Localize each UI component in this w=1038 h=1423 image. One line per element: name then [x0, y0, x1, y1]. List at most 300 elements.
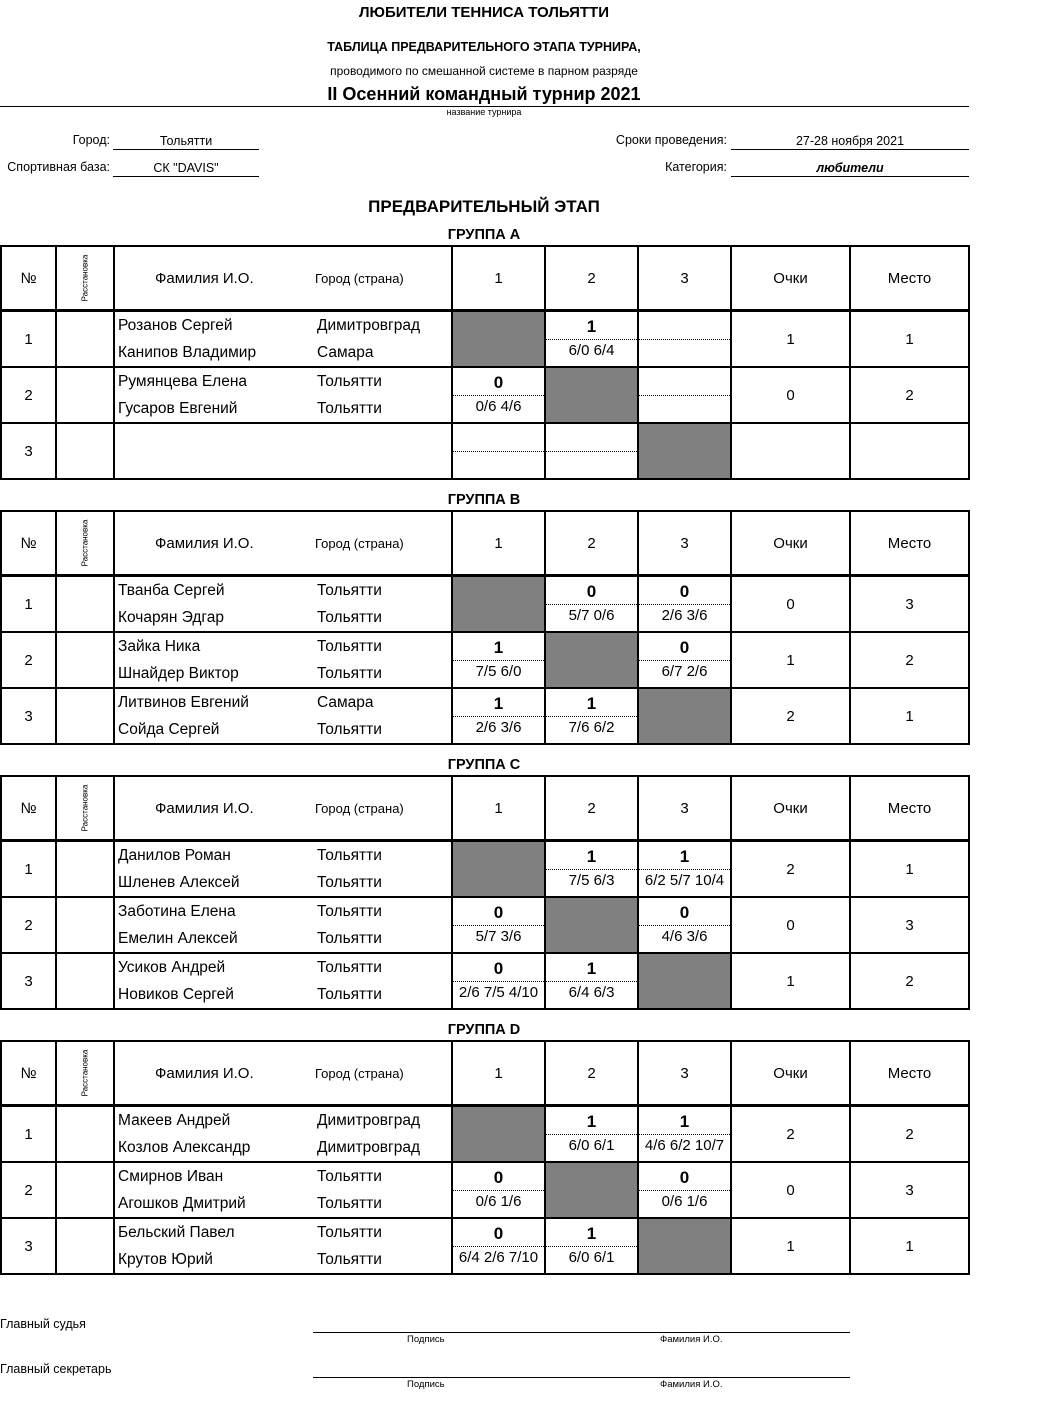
match-points: 0 [639, 1164, 730, 1191]
player-1 [115, 312, 451, 339]
place-cell: 2 [850, 367, 969, 423]
col-city-label: Город (страна) [315, 535, 404, 551]
match-points: 0 [639, 578, 730, 605]
place-cell: 1 [850, 311, 969, 368]
table-row [1, 1106, 969, 1163]
chief-judge-sign-caption: Подпись [407, 1334, 445, 1345]
points-cell: 1 [731, 311, 850, 368]
place-cell [850, 423, 969, 479]
row-number: 3 [1, 688, 56, 744]
player-city: Тольятти [317, 874, 382, 891]
player-name [115, 451, 315, 478]
venue-value: СК "DAVIS" [113, 160, 259, 177]
player-city [315, 451, 317, 478]
row-seed [56, 311, 114, 368]
match-score: 7/5 6/3 [568, 871, 615, 889]
table-header-row [1, 776, 969, 841]
player-2 [115, 1246, 451, 1273]
player-city: Тольятти [317, 986, 382, 1003]
dates-value: 27-28 ноября 2021 [731, 133, 969, 150]
table-row [1, 897, 969, 953]
match-result-cell [638, 841, 731, 898]
player-name: Макеев Андрей [118, 1112, 231, 1129]
place-cell: 2 [850, 953, 969, 1009]
col-city-label: Город (страна) [315, 1065, 404, 1081]
player-city: Тольятти [317, 959, 382, 976]
match-score: 0/6 4/6 [475, 397, 522, 415]
col-place-header: Место [850, 246, 969, 311]
col-seed-label: Расстановка [80, 519, 90, 567]
document-subtitle: проводимого по смешанной системе в парном разряде [330, 64, 638, 78]
col-name-header [114, 511, 452, 576]
points-cell: 2 [731, 841, 850, 898]
row-number: 1 [1, 1106, 56, 1163]
col-num-header: № [1, 1041, 56, 1106]
player-city: Тольятти [317, 1224, 382, 1241]
match-result-cell [545, 688, 638, 744]
match-points: 1 [639, 843, 730, 870]
group-table [0, 775, 970, 1010]
match-score: 4/6 6/2 10/7 [644, 1136, 725, 1154]
table-header-row [1, 246, 969, 311]
col-seed-header [56, 1041, 114, 1106]
player-name: Емелин Алексей [118, 930, 238, 947]
player-name: Крутов Юрий [118, 1251, 213, 1268]
stage-title: ПРЕДВАРИТЕЛЬНЫЙ ЭТАП [368, 197, 600, 216]
col-num-header: № [1, 776, 56, 841]
place-cell: 2 [850, 632, 969, 688]
city-value: Тольятти [113, 133, 259, 150]
col-match-2-header: 2 [545, 511, 638, 576]
player-1 [115, 577, 451, 604]
match-points: 0 [453, 1220, 544, 1247]
match-score: 6/2 5/7 10/4 [644, 871, 725, 889]
col-name-label: Фамилия И.О. [155, 1064, 254, 1082]
col-seed-header [56, 511, 114, 576]
city-label: Город: [72, 133, 110, 147]
player-city: Самара [317, 344, 374, 361]
match-result-cell [545, 1218, 638, 1274]
match-result-cell [545, 1162, 638, 1218]
match-score: 6/4 2/6 7/10 [458, 1248, 539, 1266]
col-name-header [114, 776, 452, 841]
match-points: 1 [546, 1220, 637, 1247]
match-result-cell [452, 953, 545, 1009]
match-result-cell [638, 1106, 731, 1163]
match-score: 6/0 6/1 [568, 1248, 615, 1266]
player-2 [115, 451, 451, 478]
player-name: Канипов Владимир [118, 344, 257, 361]
table-header-row [1, 1041, 969, 1106]
match-score: 4/6 3/6 [661, 927, 708, 945]
row-seed [56, 423, 114, 479]
player-name: Румянцева Елена [118, 373, 248, 390]
pair-cell [114, 897, 452, 953]
player-1 [115, 689, 451, 716]
place-cell: 1 [850, 841, 969, 898]
player-city: Тольятти [317, 373, 382, 390]
match-result-cell [638, 423, 731, 479]
match-score: 6/0 6/4 [568, 341, 615, 359]
pair-cell [114, 841, 452, 898]
col-num-header: № [1, 246, 56, 311]
tournament-name-caption: название турнира [446, 107, 522, 117]
player-city: Самара [317, 694, 374, 711]
row-number: 2 [1, 897, 56, 953]
document-title: ТАБЛИЦА ПРЕДВАРИТЕЛЬНОГО ЭТАПА ТУРНИРА, [327, 40, 641, 54]
place-cell: 1 [850, 688, 969, 744]
match-points: 1 [546, 313, 637, 340]
player-name: Сойда Сергей [118, 721, 220, 738]
match-result-cell [452, 423, 545, 479]
match-points: 1 [453, 634, 544, 661]
player-1 [115, 633, 451, 660]
org-title: ЛЮБИТЕЛИ ТЕННИСА ТОЛЬЯТТИ [359, 4, 609, 21]
player-2 [115, 869, 451, 896]
col-match-2-header: 2 [545, 776, 638, 841]
match-result-cell [452, 367, 545, 423]
player-city [315, 424, 317, 451]
match-points: 0 [453, 955, 544, 982]
match-points: 0 [453, 1164, 544, 1191]
match-result-cell [545, 841, 638, 898]
match-points [453, 425, 544, 452]
player-name: Розанов Сергей [118, 317, 233, 334]
table-header-row [1, 511, 969, 576]
points-cell: 1 [731, 953, 850, 1009]
row-seed [56, 688, 114, 744]
table-row [1, 841, 969, 898]
match-score: 6/0 6/1 [568, 1136, 615, 1154]
match-score: 2/6 3/6 [661, 606, 708, 624]
pair-cell [114, 576, 452, 633]
category-value: любители [731, 160, 969, 177]
col-city-label: Город (страна) [315, 270, 404, 286]
match-score [639, 396, 730, 422]
col-match-1-header: 1 [452, 1041, 545, 1106]
match-result-cell [638, 632, 731, 688]
table-row [1, 423, 969, 479]
group-table [0, 510, 970, 745]
row-seed [56, 841, 114, 898]
row-number: 3 [1, 953, 56, 1009]
player-2 [115, 395, 451, 422]
match-result-cell [452, 688, 545, 744]
pair-cell [114, 1106, 452, 1163]
match-score: 0/6 1/6 [661, 1192, 708, 1210]
match-points: 1 [639, 1108, 730, 1135]
match-result-cell [452, 1162, 545, 1218]
match-points [639, 369, 730, 396]
player-1 [115, 842, 451, 869]
col-name-label: Фамилия И.О. [155, 269, 254, 287]
player-2 [115, 1190, 451, 1217]
pair-cell [114, 311, 452, 368]
match-result-cell [638, 953, 731, 1009]
row-number: 1 [1, 311, 56, 368]
points-cell: 2 [731, 1106, 850, 1163]
match-score [453, 452, 544, 478]
player-name: Усиков Андрей [118, 959, 226, 976]
table-row [1, 688, 969, 744]
pair-cell [114, 953, 452, 1009]
group-title: ГРУППА А [447, 227, 521, 243]
player-city: Тольятти [317, 665, 382, 682]
match-score: 7/6 6/2 [568, 718, 615, 736]
points-cell: 0 [731, 897, 850, 953]
col-seed-header [56, 776, 114, 841]
points-cell: 1 [731, 1218, 850, 1274]
table-row [1, 367, 969, 423]
player-1 [115, 898, 451, 925]
player-city: Димитровград [317, 1139, 420, 1156]
match-score: 6/4 6/3 [568, 983, 615, 1001]
col-place-header: Место [850, 1041, 969, 1106]
match-points: 0 [546, 578, 637, 605]
player-name: Шленев Алексей [118, 874, 240, 891]
match-result-cell [452, 897, 545, 953]
row-number: 3 [1, 423, 56, 479]
match-result-cell [638, 897, 731, 953]
player-city: Тольятти [317, 638, 382, 655]
place-cell: 1 [850, 1218, 969, 1274]
row-number: 3 [1, 1218, 56, 1274]
col-name-header [114, 1041, 452, 1106]
match-result-cell [452, 1106, 545, 1163]
table-row [1, 953, 969, 1009]
col-match-3-header: 3 [638, 1041, 731, 1106]
col-seed-label: Расстановка [80, 254, 90, 302]
table-row [1, 1218, 969, 1274]
points-cell: 1 [731, 632, 850, 688]
player-name [115, 424, 315, 451]
row-seed [56, 1106, 114, 1163]
col-match-3-header: 3 [638, 776, 731, 841]
match-result-cell [452, 576, 545, 633]
player-name: Гусаров Евгений [118, 400, 238, 417]
match-result-cell [638, 1162, 731, 1218]
col-name-header [114, 246, 452, 311]
match-result-cell [638, 688, 731, 744]
match-result-cell [545, 367, 638, 423]
match-result-cell [638, 367, 731, 423]
col-seed-label: Расстановка [80, 1049, 90, 1097]
col-match-1-header: 1 [452, 246, 545, 311]
table-row [1, 632, 969, 688]
tournament-name: II Осенний командный турнир 2021 [327, 84, 641, 104]
match-result-cell [452, 311, 545, 368]
venue-label: Спортивная база: [7, 160, 110, 174]
match-points: 0 [639, 899, 730, 926]
col-place-header: Место [850, 511, 969, 576]
pair-cell [114, 1218, 452, 1274]
player-name: Козлов Александр [118, 1139, 251, 1156]
player-name: Шнайдер Виктор [118, 665, 239, 682]
col-match-2-header: 2 [545, 1041, 638, 1106]
match-points: 1 [546, 955, 637, 982]
dates-label: Сроки проведения: [615, 133, 727, 147]
player-name: Зайка Ника [118, 638, 201, 655]
match-points: 1 [546, 843, 637, 870]
row-seed [56, 632, 114, 688]
match-score: 2/6 7/5 4/10 [458, 983, 539, 1001]
col-match-3-header: 3 [638, 246, 731, 311]
player-1 [115, 1163, 451, 1190]
row-number: 1 [1, 576, 56, 633]
match-result-cell [545, 897, 638, 953]
player-1 [115, 1107, 451, 1134]
player-name: Агошков Дмитрий [118, 1195, 246, 1212]
col-points-header: Очки [731, 511, 850, 576]
match-points: 1 [453, 690, 544, 717]
player-name: Литвинов Евгений [118, 694, 249, 711]
match-score [639, 340, 730, 366]
player-name: Смирнов Иван [118, 1168, 224, 1185]
table-row [1, 311, 969, 368]
pair-cell [114, 632, 452, 688]
col-points-header: Очки [731, 1041, 850, 1106]
player-city: Тольятти [317, 400, 382, 417]
player-2 [115, 925, 451, 952]
match-points: 0 [453, 899, 544, 926]
match-result-cell [545, 576, 638, 633]
table-row [1, 1162, 969, 1218]
match-result-cell [452, 1218, 545, 1274]
match-result-cell [452, 841, 545, 898]
col-city-label: Город (страна) [315, 800, 404, 816]
player-city: Тольятти [317, 1195, 382, 1212]
row-seed [56, 367, 114, 423]
match-score: 6/7 2/6 [661, 662, 708, 680]
match-result-cell [452, 632, 545, 688]
col-place-header: Место [850, 776, 969, 841]
player-city: Тольятти [317, 582, 382, 599]
match-points [639, 313, 730, 340]
col-match-2-header: 2 [545, 246, 638, 311]
chief-judge-name-caption: Фамилия И.О. [660, 1334, 723, 1345]
match-score: 0/6 1/6 [475, 1192, 522, 1210]
match-score: 7/5 6/0 [475, 662, 522, 680]
pair-cell [114, 688, 452, 744]
match-result-cell [545, 311, 638, 368]
match-result-cell [545, 632, 638, 688]
match-points [546, 425, 637, 452]
row-number: 1 [1, 841, 56, 898]
place-cell: 3 [850, 1162, 969, 1218]
player-1 [115, 368, 451, 395]
player-2 [115, 604, 451, 631]
player-2 [115, 1134, 451, 1161]
player-city: Тольятти [317, 721, 382, 738]
match-points: 0 [639, 634, 730, 661]
row-seed [56, 1162, 114, 1218]
match-score [546, 452, 637, 478]
chief-secretary-line [313, 1377, 850, 1378]
col-points-header: Очки [731, 776, 850, 841]
col-seed-label: Расстановка [80, 784, 90, 832]
player-name: Заботина Елена [118, 903, 236, 920]
match-result-cell [545, 1106, 638, 1163]
row-seed [56, 576, 114, 633]
place-cell: 2 [850, 1106, 969, 1163]
col-match-3-header: 3 [638, 511, 731, 576]
place-cell: 3 [850, 897, 969, 953]
chief-secretary-sign-caption: Подпись [407, 1379, 445, 1390]
player-city: Тольятти [317, 903, 382, 920]
group-table [0, 1040, 970, 1275]
player-name: Кочарян Эдгар [118, 609, 224, 626]
col-match-1-header: 1 [452, 776, 545, 841]
chief-secretary-name-caption: Фамилия И.О. [660, 1379, 723, 1390]
player-1 [115, 424, 451, 451]
chief-secretary-label: Главный секретарь [0, 1362, 112, 1376]
row-seed [56, 953, 114, 1009]
player-name: Бельский Павел [118, 1224, 235, 1241]
player-2 [115, 716, 451, 743]
row-seed [56, 1218, 114, 1274]
group-title: ГРУППА D [447, 1022, 521, 1038]
player-city: Тольятти [317, 1168, 382, 1185]
pair-cell [114, 367, 452, 423]
group-table [0, 245, 970, 480]
match-result-cell [545, 953, 638, 1009]
col-match-1-header: 1 [452, 511, 545, 576]
player-name: Тванба Сергей [118, 582, 225, 599]
match-result-cell [545, 423, 638, 479]
group-title: ГРУППА В [447, 492, 521, 508]
player-2 [115, 339, 451, 366]
col-seed-header [56, 246, 114, 311]
match-score: 5/7 0/6 [568, 606, 615, 624]
match-score: 5/7 3/6 [475, 927, 522, 945]
pair-cell [114, 423, 452, 479]
match-points: 1 [546, 690, 637, 717]
table-row [1, 576, 969, 633]
group-title: ГРУППА С [447, 757, 521, 773]
match-score: 2/6 3/6 [475, 718, 522, 736]
player-city: Тольятти [317, 609, 382, 626]
points-cell: 0 [731, 1162, 850, 1218]
player-1 [115, 954, 451, 981]
player-name: Данилов Роман [118, 847, 231, 864]
points-cell [731, 423, 850, 479]
match-result-cell [638, 1218, 731, 1274]
match-points: 0 [453, 369, 544, 396]
player-city: Димитровград [317, 1112, 420, 1129]
pair-cell [114, 1162, 452, 1218]
col-points-header: Очки [731, 246, 850, 311]
match-result-cell [638, 576, 731, 633]
col-name-label: Фамилия И.О. [155, 799, 254, 817]
player-city: Димитровград [317, 317, 420, 334]
points-cell: 0 [731, 367, 850, 423]
row-seed [56, 897, 114, 953]
match-result-cell [638, 311, 731, 368]
player-city: Тольятти [317, 847, 382, 864]
points-cell: 2 [731, 688, 850, 744]
row-number: 2 [1, 1162, 56, 1218]
chief-judge-line [313, 1332, 850, 1333]
category-label: Категория: [665, 160, 727, 174]
match-points: 1 [546, 1108, 637, 1135]
row-number: 2 [1, 632, 56, 688]
player-2 [115, 981, 451, 1008]
col-num-header: № [1, 511, 56, 576]
player-city: Тольятти [317, 1251, 382, 1268]
player-city: Тольятти [317, 930, 382, 947]
player-2 [115, 660, 451, 687]
player-name: Новиков Сергей [118, 986, 234, 1003]
